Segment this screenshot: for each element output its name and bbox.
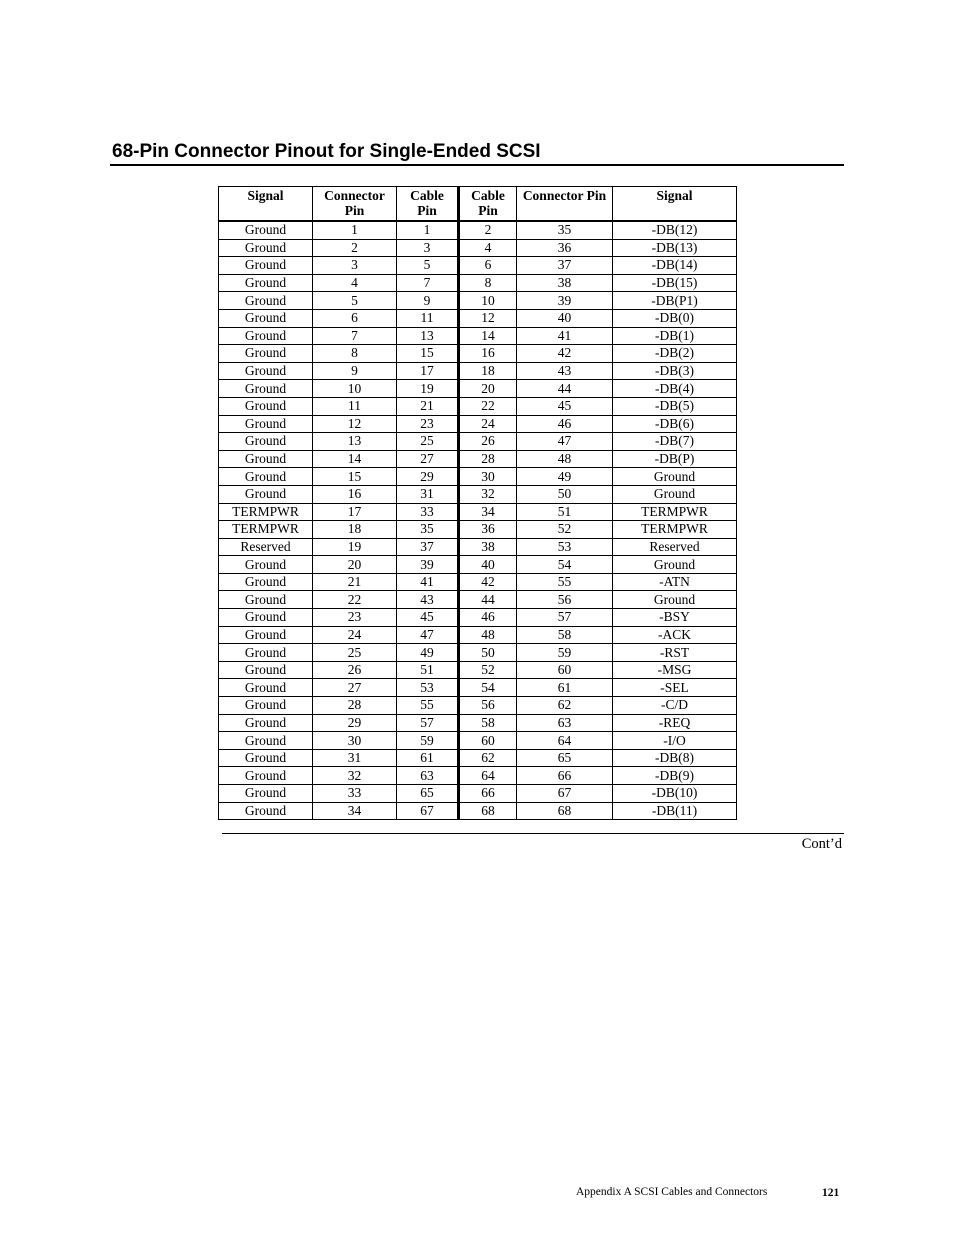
cell-cable-pin-right: 58 xyxy=(459,714,517,732)
cell-cable-pin-left: 41 xyxy=(397,573,459,591)
cell-cable-pin-left: 67 xyxy=(397,802,459,820)
table-row xyxy=(219,485,737,503)
cell-cable-pin-left: 37 xyxy=(397,538,459,556)
cell-cable-pin-right: 66 xyxy=(459,785,517,803)
cell-cable-pin-left: 23 xyxy=(397,415,459,433)
cell-connector-pin-left: 34 xyxy=(313,802,397,820)
cell-signal-left: Ground xyxy=(219,802,313,820)
cell-signal-left: Ground xyxy=(219,767,313,785)
cell-signal-right: TERMPWR xyxy=(613,503,737,521)
table-row xyxy=(219,661,737,679)
cell-connector-pin-right: 53 xyxy=(517,538,613,556)
cell-signal-left: Ground xyxy=(219,697,313,715)
cell-signal-left: Ground xyxy=(219,380,313,398)
cell-cable-pin-right: 8 xyxy=(459,274,517,292)
cell-connector-pin-left: 27 xyxy=(313,679,397,697)
cell-signal-right: -REQ xyxy=(613,714,737,732)
cell-connector-pin-left: 18 xyxy=(313,521,397,539)
cell-cable-pin-left: 19 xyxy=(397,380,459,398)
cell-cable-pin-right: 60 xyxy=(459,732,517,750)
cell-cable-pin-left: 55 xyxy=(397,697,459,715)
table-row xyxy=(219,609,737,627)
bottom-rule xyxy=(222,833,844,834)
cell-cable-pin-left: 39 xyxy=(397,556,459,574)
cell-signal-right: TERMPWR xyxy=(613,521,737,539)
cell-signal-right: -DB(12) xyxy=(613,221,737,239)
cell-connector-pin-right: 50 xyxy=(517,485,613,503)
table-row xyxy=(219,785,737,803)
cell-signal-left: Ground xyxy=(219,573,313,591)
table-row xyxy=(219,433,737,451)
cell-signal-right: -DB(P1) xyxy=(613,292,737,310)
cell-connector-pin-left: 20 xyxy=(313,556,397,574)
cell-signal-right: -DB(3) xyxy=(613,362,737,380)
cell-connector-pin-left: 11 xyxy=(313,397,397,415)
header-connector-pin-right: Connector Pin xyxy=(517,187,613,222)
cell-cable-pin-right: 36 xyxy=(459,521,517,539)
cell-signal-right: -SEL xyxy=(613,679,737,697)
cell-connector-pin-right: 52 xyxy=(517,521,613,539)
table-row xyxy=(219,591,737,609)
cell-signal-left: Ground xyxy=(219,785,313,803)
cell-connector-pin-right: 63 xyxy=(517,714,613,732)
header-signal-right: Signal xyxy=(613,187,737,222)
cell-signal-left: Ground xyxy=(219,239,313,257)
cell-connector-pin-left: 31 xyxy=(313,749,397,767)
cell-signal-right: -DB(2) xyxy=(613,345,737,363)
cell-connector-pin-right: 47 xyxy=(517,433,613,451)
table-row xyxy=(219,538,737,556)
table-row xyxy=(219,573,737,591)
cell-cable-pin-right: 68 xyxy=(459,802,517,820)
section-title: 68-Pin Connector Pinout for Single-Ended SCSI xyxy=(112,141,541,162)
cell-connector-pin-right: 45 xyxy=(517,397,613,415)
cell-cable-pin-right: 30 xyxy=(459,468,517,486)
header-signal-left: Signal xyxy=(219,187,313,222)
table-row xyxy=(219,767,737,785)
cell-connector-pin-left: 12 xyxy=(313,415,397,433)
cell-signal-left: Ground xyxy=(219,626,313,644)
cell-cable-pin-left: 65 xyxy=(397,785,459,803)
cell-signal-left: Ground xyxy=(219,450,313,468)
cell-signal-left: Ground xyxy=(219,485,313,503)
cell-connector-pin-left: 28 xyxy=(313,697,397,715)
table-row xyxy=(219,257,737,275)
pinout-table-body xyxy=(219,221,737,820)
cell-cable-pin-right: 34 xyxy=(459,503,517,521)
cell-cable-pin-right: 52 xyxy=(459,661,517,679)
cell-cable-pin-left: 51 xyxy=(397,661,459,679)
continued-label: Cont’d xyxy=(801,836,842,852)
pinout-table xyxy=(218,186,737,820)
cell-cable-pin-left: 13 xyxy=(397,327,459,345)
cell-connector-pin-left: 9 xyxy=(313,362,397,380)
cell-connector-pin-left: 29 xyxy=(313,714,397,732)
table-row xyxy=(219,679,737,697)
cell-connector-pin-left: 6 xyxy=(313,309,397,327)
cell-cable-pin-right: 46 xyxy=(459,609,517,627)
cell-signal-right: -DB(15) xyxy=(613,274,737,292)
cell-connector-pin-right: 44 xyxy=(517,380,613,398)
cell-cable-pin-right: 20 xyxy=(459,380,517,398)
cell-cable-pin-right: 32 xyxy=(459,485,517,503)
cell-connector-pin-right: 43 xyxy=(517,362,613,380)
header-connector-pin-left: Connector Pin xyxy=(313,187,397,222)
cell-cable-pin-left: 47 xyxy=(397,626,459,644)
table-row xyxy=(219,468,737,486)
cell-connector-pin-left: 22 xyxy=(313,591,397,609)
cell-connector-pin-left: 24 xyxy=(313,626,397,644)
table-row xyxy=(219,503,737,521)
cell-connector-pin-left: 7 xyxy=(313,327,397,345)
cell-connector-pin-left: 15 xyxy=(313,468,397,486)
cell-cable-pin-right: 6 xyxy=(459,257,517,275)
cell-cable-pin-right: 56 xyxy=(459,697,517,715)
cell-cable-pin-right: 4 xyxy=(459,239,517,257)
cell-cable-pin-right: 38 xyxy=(459,538,517,556)
footer-chapter: Appendix A SCSI Cables and Connectors xyxy=(576,1186,768,1198)
cell-signal-right: -DB(5) xyxy=(613,397,737,415)
cell-cable-pin-right: 40 xyxy=(459,556,517,574)
cell-connector-pin-left: 13 xyxy=(313,433,397,451)
cell-signal-left: TERMPWR xyxy=(219,521,313,539)
cell-connector-pin-right: 61 xyxy=(517,679,613,697)
table-row xyxy=(219,732,737,750)
cell-signal-left: Ground xyxy=(219,257,313,275)
cell-signal-right: Ground xyxy=(613,591,737,609)
cell-signal-left: Ground xyxy=(219,714,313,732)
title-rule xyxy=(110,164,844,166)
table-row xyxy=(219,309,737,327)
header-cable-pin-right: Cable Pin xyxy=(459,187,517,222)
cell-signal-left: Ground xyxy=(219,644,313,662)
table-row xyxy=(219,274,737,292)
cell-connector-pin-left: 8 xyxy=(313,345,397,363)
cell-connector-pin-left: 23 xyxy=(313,609,397,627)
cell-connector-pin-right: 57 xyxy=(517,609,613,627)
cell-connector-pin-right: 42 xyxy=(517,345,613,363)
cell-signal-right: Ground xyxy=(613,556,737,574)
cell-connector-pin-right: 66 xyxy=(517,767,613,785)
cell-connector-pin-left: 10 xyxy=(313,380,397,398)
cell-signal-right: -RST xyxy=(613,644,737,662)
cell-cable-pin-right: 24 xyxy=(459,415,517,433)
cell-signal-right: -DB(9) xyxy=(613,767,737,785)
cell-connector-pin-right: 35 xyxy=(517,221,613,239)
cell-signal-left: Ground xyxy=(219,468,313,486)
cell-signal-right: -C/D xyxy=(613,697,737,715)
cell-connector-pin-left: 1 xyxy=(313,221,397,239)
cell-signal-right: -DB(14) xyxy=(613,257,737,275)
cell-cable-pin-right: 12 xyxy=(459,309,517,327)
cell-signal-right: -DB(P) xyxy=(613,450,737,468)
cell-cable-pin-right: 62 xyxy=(459,749,517,767)
cell-connector-pin-left: 25 xyxy=(313,644,397,662)
cell-connector-pin-left: 14 xyxy=(313,450,397,468)
cell-connector-pin-left: 30 xyxy=(313,732,397,750)
cell-connector-pin-right: 39 xyxy=(517,292,613,310)
cell-signal-right: -DB(10) xyxy=(613,785,737,803)
cell-signal-right: Ground xyxy=(613,485,737,503)
table-row xyxy=(219,415,737,433)
table-row xyxy=(219,292,737,310)
cell-signal-left: Ground xyxy=(219,362,313,380)
cell-cable-pin-right: 18 xyxy=(459,362,517,380)
cell-signal-left: Ground xyxy=(219,274,313,292)
table-row xyxy=(219,521,737,539)
cell-signal-right: Reserved xyxy=(613,538,737,556)
cell-cable-pin-left: 21 xyxy=(397,397,459,415)
table-row xyxy=(219,450,737,468)
cell-connector-pin-right: 62 xyxy=(517,697,613,715)
cell-connector-pin-left: 5 xyxy=(313,292,397,310)
cell-connector-pin-right: 46 xyxy=(517,415,613,433)
cell-connector-pin-left: 33 xyxy=(313,785,397,803)
cell-signal-right: -DB(0) xyxy=(613,309,737,327)
cell-signal-right: -DB(11) xyxy=(613,802,737,820)
cell-cable-pin-left: 33 xyxy=(397,503,459,521)
table-header-row xyxy=(219,187,737,222)
cell-cable-pin-right: 50 xyxy=(459,644,517,662)
table-row xyxy=(219,345,737,363)
cell-cable-pin-left: 31 xyxy=(397,485,459,503)
cell-connector-pin-right: 59 xyxy=(517,644,613,662)
cell-cable-pin-left: 35 xyxy=(397,521,459,539)
cell-cable-pin-left: 5 xyxy=(397,257,459,275)
cell-connector-pin-left: 17 xyxy=(313,503,397,521)
cell-signal-right: -MSG xyxy=(613,661,737,679)
cell-connector-pin-right: 64 xyxy=(517,732,613,750)
cell-cable-pin-left: 17 xyxy=(397,362,459,380)
cell-signal-left: Ground xyxy=(219,433,313,451)
cell-signal-right: -DB(8) xyxy=(613,749,737,767)
cell-connector-pin-left: 16 xyxy=(313,485,397,503)
cell-signal-left: Ground xyxy=(219,397,313,415)
cell-cable-pin-left: 27 xyxy=(397,450,459,468)
cell-cable-pin-left: 49 xyxy=(397,644,459,662)
cell-cable-pin-left: 59 xyxy=(397,732,459,750)
cell-cable-pin-right: 22 xyxy=(459,397,517,415)
cell-connector-pin-left: 26 xyxy=(313,661,397,679)
cell-connector-pin-right: 55 xyxy=(517,573,613,591)
cell-signal-right: -ATN xyxy=(613,573,737,591)
cell-connector-pin-right: 68 xyxy=(517,802,613,820)
cell-cable-pin-left: 45 xyxy=(397,609,459,627)
cell-signal-left: Reserved xyxy=(219,538,313,556)
cell-cable-pin-right: 16 xyxy=(459,345,517,363)
cell-connector-pin-right: 51 xyxy=(517,503,613,521)
cell-signal-right: Ground xyxy=(613,468,737,486)
table-row xyxy=(219,714,737,732)
cell-signal-left: Ground xyxy=(219,221,313,239)
cell-cable-pin-right: 64 xyxy=(459,767,517,785)
cell-signal-left: Ground xyxy=(219,732,313,750)
cell-connector-pin-left: 21 xyxy=(313,573,397,591)
cell-cable-pin-right: 10 xyxy=(459,292,517,310)
cell-cable-pin-left: 7 xyxy=(397,274,459,292)
cell-signal-left: TERMPWR xyxy=(219,503,313,521)
cell-cable-pin-right: 44 xyxy=(459,591,517,609)
cell-cable-pin-right: 42 xyxy=(459,573,517,591)
cell-connector-pin-left: 3 xyxy=(313,257,397,275)
cell-cable-pin-right: 54 xyxy=(459,679,517,697)
cell-signal-right: -DB(4) xyxy=(613,380,737,398)
cell-signal-right: -BSY xyxy=(613,609,737,627)
cell-cable-pin-right: 14 xyxy=(459,327,517,345)
table-row xyxy=(219,221,737,239)
cell-connector-pin-left: 2 xyxy=(313,239,397,257)
cell-cable-pin-right: 2 xyxy=(459,221,517,239)
cell-signal-right: -ACK xyxy=(613,626,737,644)
cell-signal-right: -I/O xyxy=(613,732,737,750)
cell-connector-pin-right: 54 xyxy=(517,556,613,574)
table-row xyxy=(219,327,737,345)
cell-connector-pin-left: 32 xyxy=(313,767,397,785)
cell-signal-right: -DB(13) xyxy=(613,239,737,257)
cell-cable-pin-left: 3 xyxy=(397,239,459,257)
table-row xyxy=(219,802,737,820)
cell-connector-pin-left: 4 xyxy=(313,274,397,292)
cell-connector-pin-right: 65 xyxy=(517,749,613,767)
cell-signal-right: -DB(7) xyxy=(613,433,737,451)
cell-cable-pin-right: 28 xyxy=(459,450,517,468)
cell-connector-pin-right: 36 xyxy=(517,239,613,257)
cell-connector-pin-right: 58 xyxy=(517,626,613,644)
cell-cable-pin-left: 15 xyxy=(397,345,459,363)
cell-signal-left: Ground xyxy=(219,292,313,310)
cell-signal-left: Ground xyxy=(219,309,313,327)
table-row xyxy=(219,556,737,574)
cell-cable-pin-left: 25 xyxy=(397,433,459,451)
page-number: 121 xyxy=(822,1187,840,1199)
cell-connector-pin-right: 56 xyxy=(517,591,613,609)
cell-cable-pin-left: 29 xyxy=(397,468,459,486)
cell-signal-left: Ground xyxy=(219,415,313,433)
cell-signal-right: -DB(6) xyxy=(613,415,737,433)
cell-connector-pin-right: 60 xyxy=(517,661,613,679)
cell-cable-pin-left: 57 xyxy=(397,714,459,732)
cell-signal-left: Ground xyxy=(219,661,313,679)
table-row xyxy=(219,239,737,257)
cell-connector-pin-right: 49 xyxy=(517,468,613,486)
table-row xyxy=(219,362,737,380)
cell-signal-left: Ground xyxy=(219,679,313,697)
cell-connector-pin-right: 37 xyxy=(517,257,613,275)
cell-cable-pin-left: 61 xyxy=(397,749,459,767)
cell-cable-pin-left: 9 xyxy=(397,292,459,310)
cell-connector-pin-left: 19 xyxy=(313,538,397,556)
cell-signal-left: Ground xyxy=(219,609,313,627)
table-row xyxy=(219,626,737,644)
cell-cable-pin-right: 48 xyxy=(459,626,517,644)
cell-cable-pin-left: 53 xyxy=(397,679,459,697)
table-row xyxy=(219,397,737,415)
cell-connector-pin-right: 48 xyxy=(517,450,613,468)
cell-signal-left: Ground xyxy=(219,591,313,609)
cell-cable-pin-left: 63 xyxy=(397,767,459,785)
cell-signal-left: Ground xyxy=(219,345,313,363)
table-row xyxy=(219,380,737,398)
cell-signal-right: -DB(1) xyxy=(613,327,737,345)
cell-connector-pin-right: 40 xyxy=(517,309,613,327)
table-row xyxy=(219,749,737,767)
cell-signal-left: Ground xyxy=(219,749,313,767)
cell-cable-pin-right: 26 xyxy=(459,433,517,451)
cell-connector-pin-right: 38 xyxy=(517,274,613,292)
cell-cable-pin-left: 1 xyxy=(397,221,459,239)
cell-signal-left: Ground xyxy=(219,327,313,345)
cell-connector-pin-right: 67 xyxy=(517,785,613,803)
table-row xyxy=(219,644,737,662)
cell-connector-pin-right: 41 xyxy=(517,327,613,345)
cell-cable-pin-left: 11 xyxy=(397,309,459,327)
cell-signal-left: Ground xyxy=(219,556,313,574)
table-row xyxy=(219,697,737,715)
header-cable-pin-left: Cable Pin xyxy=(397,187,459,222)
cell-cable-pin-left: 43 xyxy=(397,591,459,609)
